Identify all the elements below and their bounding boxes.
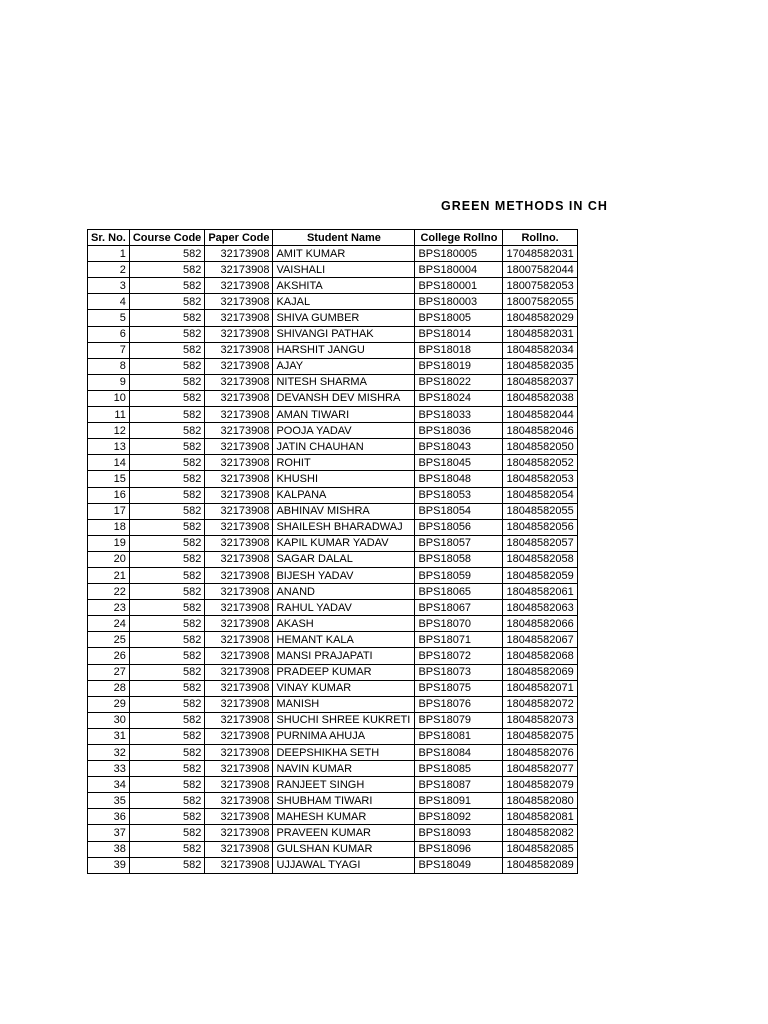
paper-code-cell: 32173908 [205,294,273,310]
sr-no-cell: 24 [88,616,130,632]
rollno-cell: 18048582063 [503,600,577,616]
sr-no-cell: 3 [88,278,130,294]
paper-code-cell: 32173908 [205,841,273,857]
college-rollno-cell: BPS180001 [415,278,503,294]
table-row [88,423,578,439]
college-rollno-cell: BPS180004 [415,262,503,278]
paper-code-cell: 32173908 [205,326,273,342]
student-name-cell: PRAVEEN KUMAR [273,825,415,841]
column-header-paper-code: Paper Code [205,230,273,246]
table-row [88,680,578,696]
sr-no-cell: 10 [88,390,130,406]
student-name-cell: DEEPSHIKHA SETH [273,745,415,761]
college-rollno-cell: BPS18075 [415,680,503,696]
paper-code-cell: 32173908 [205,310,273,326]
rollno-cell: 18048582067 [503,632,577,648]
paper-code-cell: 32173908 [205,616,273,632]
rollno-cell: 18048582034 [503,342,577,358]
document-title: GREEN METHODS IN CH [441,199,608,213]
sr-no-cell: 31 [88,728,130,744]
course-code-cell: 582 [129,358,204,374]
student-name-cell: KAPIL KUMAR YADAV [273,535,415,551]
paper-code-cell: 32173908 [205,728,273,744]
table-row [88,616,578,632]
paper-code-cell: 32173908 [205,696,273,712]
paper-code-cell: 32173908 [205,761,273,777]
sr-no-cell: 5 [88,310,130,326]
course-code-cell: 582 [129,712,204,728]
course-code-cell: 582 [129,793,204,809]
paper-code-cell: 32173908 [205,519,273,535]
student-name-cell: AKSHITA [273,278,415,294]
student-name-cell: MAHESH KUMAR [273,809,415,825]
course-code-cell: 582 [129,841,204,857]
student-name-cell: RAHUL YADAV [273,600,415,616]
rollno-cell: 18048582077 [503,761,577,777]
sr-no-cell: 1 [88,246,130,262]
table-row [88,262,578,278]
paper-code-cell: 32173908 [205,535,273,551]
rollno-cell: 18048582037 [503,374,577,390]
table-row [88,777,578,793]
rollno-cell: 18048582069 [503,664,577,680]
student-name-cell: UJJAWAL TYAGI [273,857,415,873]
sr-no-cell: 30 [88,712,130,728]
student-name-cell: ANAND [273,584,415,600]
paper-code-cell: 32173908 [205,487,273,503]
paper-code-cell: 32173908 [205,551,273,567]
college-rollno-cell: BPS18072 [415,648,503,664]
sr-no-cell: 16 [88,487,130,503]
course-code-cell: 582 [129,745,204,761]
table-row [88,857,578,873]
course-code-cell: 582 [129,761,204,777]
rollno-cell: 18048582029 [503,310,577,326]
column-header-sr-no: Sr. No. [88,230,130,246]
paper-code-cell: 32173908 [205,825,273,841]
college-rollno-cell: BPS18053 [415,487,503,503]
course-code-cell: 582 [129,407,204,423]
rollno-cell: 18048582056 [503,519,577,535]
course-code-cell: 582 [129,471,204,487]
table-row [88,761,578,777]
college-rollno-cell: BPS18065 [415,584,503,600]
college-rollno-cell: BPS18073 [415,664,503,680]
course-code-cell: 582 [129,535,204,551]
rollno-cell: 18048582073 [503,712,577,728]
course-code-cell: 582 [129,648,204,664]
rollno-cell: 18048582079 [503,777,577,793]
college-rollno-cell: BPS180005 [415,246,503,262]
course-code-cell: 582 [129,567,204,583]
student-name-cell: ABHINAV MISHRA [273,503,415,519]
college-rollno-cell: BPS18049 [415,857,503,873]
college-rollno-cell: BPS18092 [415,809,503,825]
student-name-cell: AJAY [273,358,415,374]
paper-code-cell: 32173908 [205,567,273,583]
college-rollno-cell: BPS180003 [415,294,503,310]
course-code-cell: 582 [129,616,204,632]
sr-no-cell: 25 [88,632,130,648]
paper-code-cell: 32173908 [205,407,273,423]
table-body [88,246,578,874]
course-code-cell: 582 [129,632,204,648]
student-name-cell: SHIVA GUMBER [273,310,415,326]
student-name-cell: DEVANSH DEV MISHRA [273,390,415,406]
column-header-course-code: Course Code [129,230,204,246]
sr-no-cell: 11 [88,407,130,423]
sr-no-cell: 14 [88,455,130,471]
paper-code-cell: 32173908 [205,374,273,390]
table-row [88,455,578,471]
sr-no-cell: 8 [88,358,130,374]
paper-code-cell: 32173908 [205,584,273,600]
sr-no-cell: 39 [88,857,130,873]
table-row [88,551,578,567]
college-rollno-cell: BPS18059 [415,567,503,583]
sr-no-cell: 26 [88,648,130,664]
course-code-cell: 582 [129,809,204,825]
student-name-cell: SHIVANGI PATHAK [273,326,415,342]
student-name-cell: SHUBHAM TIWARI [273,793,415,809]
student-name-cell: POOJA YADAV [273,423,415,439]
course-code-cell: 582 [129,342,204,358]
college-rollno-cell: BPS18084 [415,745,503,761]
college-rollno-cell: BPS18057 [415,535,503,551]
student-name-cell: RANJEET SINGH [273,777,415,793]
student-name-cell: VINAY KUMAR [273,680,415,696]
sr-no-cell: 38 [88,841,130,857]
paper-code-cell: 32173908 [205,471,273,487]
table-row [88,793,578,809]
college-rollno-cell: BPS18067 [415,600,503,616]
rollno-cell: 18007582055 [503,294,577,310]
rollno-cell: 18048582071 [503,680,577,696]
rollno-cell: 18048582052 [503,455,577,471]
student-name-cell: NAVIN KUMAR [273,761,415,777]
rollno-cell: 18048582038 [503,390,577,406]
rollno-cell: 18048582080 [503,793,577,809]
rollno-cell: 18048582082 [503,825,577,841]
college-rollno-cell: BPS18079 [415,712,503,728]
paper-code-cell: 32173908 [205,455,273,471]
college-rollno-cell: BPS18033 [415,407,503,423]
college-rollno-cell: BPS18014 [415,326,503,342]
sr-no-cell: 28 [88,680,130,696]
sr-no-cell: 37 [88,825,130,841]
rollno-cell: 18048582061 [503,584,577,600]
table-row [88,407,578,423]
course-code-cell: 582 [129,600,204,616]
course-code-cell: 582 [129,262,204,278]
course-code-cell: 582 [129,728,204,744]
table-row [88,535,578,551]
sr-no-cell: 6 [88,326,130,342]
student-name-cell: NITESH SHARMA [273,374,415,390]
student-name-cell: AMAN TIWARI [273,407,415,423]
course-code-cell: 582 [129,374,204,390]
course-code-cell: 582 [129,423,204,439]
sr-no-cell: 13 [88,439,130,455]
table-row [88,487,578,503]
table-row [88,584,578,600]
sr-no-cell: 17 [88,503,130,519]
course-code-cell: 582 [129,777,204,793]
paper-code-cell: 32173908 [205,600,273,616]
sr-no-cell: 27 [88,664,130,680]
student-name-cell: HARSHIT JANGU [273,342,415,358]
table-row [88,632,578,648]
student-name-cell: MANSI PRAJAPATI [273,648,415,664]
rollno-cell: 18048582050 [503,439,577,455]
sr-no-cell: 29 [88,696,130,712]
rollno-cell: 18048582058 [503,551,577,567]
course-code-cell: 582 [129,246,204,262]
college-rollno-cell: BPS18022 [415,374,503,390]
college-rollno-cell: BPS18096 [415,841,503,857]
sr-no-cell: 32 [88,745,130,761]
student-name-cell: PURNIMA AHUJA [273,728,415,744]
college-rollno-cell: BPS18036 [415,423,503,439]
table-row [88,246,578,262]
rollno-cell: 18048582035 [503,358,577,374]
college-rollno-cell: BPS18024 [415,390,503,406]
college-rollno-cell: BPS18018 [415,342,503,358]
table-row [88,390,578,406]
paper-code-cell: 32173908 [205,358,273,374]
table-row [88,471,578,487]
rollno-cell: 18048582076 [503,745,577,761]
sr-no-cell: 20 [88,551,130,567]
table-row [88,326,578,342]
table-row [88,696,578,712]
course-code-cell: 582 [129,825,204,841]
rollno-cell: 18048582066 [503,616,577,632]
college-rollno-cell: BPS18071 [415,632,503,648]
table-row [88,310,578,326]
rollno-cell: 18048582085 [503,841,577,857]
paper-code-cell: 32173908 [205,712,273,728]
course-code-cell: 582 [129,857,204,873]
student-name-cell: AMIT KUMAR [273,246,415,262]
rollno-cell: 18048582068 [503,648,577,664]
college-rollno-cell: BPS18048 [415,471,503,487]
table-row [88,278,578,294]
course-code-cell: 582 [129,503,204,519]
table-row [88,439,578,455]
course-code-cell: 582 [129,294,204,310]
college-rollno-cell: BPS18045 [415,455,503,471]
table-header-row [88,230,578,246]
sr-no-cell: 12 [88,423,130,439]
table-row [88,841,578,857]
student-name-cell: VAISHALI [273,262,415,278]
college-rollno-cell: BPS18087 [415,777,503,793]
rollno-cell: 18048582053 [503,471,577,487]
college-rollno-cell: BPS18056 [415,519,503,535]
table-row [88,294,578,310]
sr-no-cell: 9 [88,374,130,390]
paper-code-cell: 32173908 [205,246,273,262]
college-rollno-cell: BPS18019 [415,358,503,374]
course-code-cell: 582 [129,390,204,406]
column-header-student-name: Student Name [273,230,415,246]
rollno-cell: 18048582059 [503,567,577,583]
table-row [88,664,578,680]
paper-code-cell: 32173908 [205,680,273,696]
student-name-cell: JATIN CHAUHAN [273,439,415,455]
table-row [88,358,578,374]
rollno-cell: 18048582044 [503,407,577,423]
table-row [88,519,578,535]
paper-code-cell: 32173908 [205,745,273,761]
course-code-cell: 582 [129,519,204,535]
student-name-cell: MANISH [273,696,415,712]
student-name-cell: GULSHAN KUMAR [273,841,415,857]
rollno-cell: 18007582053 [503,278,577,294]
course-code-cell: 582 [129,584,204,600]
course-code-cell: 582 [129,551,204,567]
rollno-cell: 18048582046 [503,423,577,439]
table-row [88,342,578,358]
rollno-cell: 18048582089 [503,857,577,873]
rollno-cell: 18048582072 [503,696,577,712]
student-name-cell: SAGAR DALAL [273,551,415,567]
paper-code-cell: 32173908 [205,503,273,519]
college-rollno-cell: BPS18005 [415,310,503,326]
student-name-cell: ROHIT [273,455,415,471]
paper-code-cell: 32173908 [205,632,273,648]
table-row [88,648,578,664]
student-name-cell: BIJESH YADAV [273,567,415,583]
rollno-cell: 18048582057 [503,535,577,551]
rollno-cell: 18048582054 [503,487,577,503]
college-rollno-cell: BPS18093 [415,825,503,841]
sr-no-cell: 4 [88,294,130,310]
paper-code-cell: 32173908 [205,777,273,793]
college-rollno-cell: BPS18076 [415,696,503,712]
college-rollno-cell: BPS18043 [415,439,503,455]
course-code-cell: 582 [129,439,204,455]
paper-code-cell: 32173908 [205,423,273,439]
table-row [88,600,578,616]
paper-code-cell: 32173908 [205,664,273,680]
sr-no-cell: 35 [88,793,130,809]
table-row [88,567,578,583]
course-code-cell: 582 [129,278,204,294]
sr-no-cell: 33 [88,761,130,777]
paper-code-cell: 32173908 [205,278,273,294]
paper-code-cell: 32173908 [205,793,273,809]
sr-no-cell: 15 [88,471,130,487]
sr-no-cell: 23 [88,600,130,616]
sr-no-cell: 19 [88,535,130,551]
sr-no-cell: 21 [88,567,130,583]
column-header-college-rollno: College Rollno [415,230,503,246]
paper-code-cell: 32173908 [205,390,273,406]
course-code-cell: 582 [129,487,204,503]
paper-code-cell: 32173908 [205,439,273,455]
college-rollno-cell: BPS18085 [415,761,503,777]
table-row [88,503,578,519]
paper-code-cell: 32173908 [205,857,273,873]
course-code-cell: 582 [129,455,204,471]
student-name-cell: KALPANA [273,487,415,503]
table-row [88,825,578,841]
college-rollno-cell: BPS18054 [415,503,503,519]
table-row [88,712,578,728]
rollno-cell: 17048582031 [503,246,577,262]
student-name-cell: SHUCHI SHREE KUKRETI [273,712,415,728]
sr-no-cell: 36 [88,809,130,825]
student-roll-table [87,229,578,874]
rollno-cell: 18048582075 [503,728,577,744]
sr-no-cell: 2 [88,262,130,278]
student-name-cell: SHAILESH BHARADWAJ [273,519,415,535]
rollno-cell: 18007582044 [503,262,577,278]
paper-code-cell: 32173908 [205,809,273,825]
paper-code-cell: 32173908 [205,342,273,358]
sr-no-cell: 18 [88,519,130,535]
rollno-cell: 18048582055 [503,503,577,519]
paper-code-cell: 32173908 [205,648,273,664]
sr-no-cell: 34 [88,777,130,793]
table-row [88,728,578,744]
college-rollno-cell: BPS18091 [415,793,503,809]
student-name-cell: KAJAL [273,294,415,310]
table-row [88,374,578,390]
student-name-cell: HEMANT KALA [273,632,415,648]
student-name-cell: AKASH [273,616,415,632]
table-row [88,809,578,825]
paper-code-cell: 32173908 [205,262,273,278]
column-header-rollno: Rollno. [503,230,577,246]
sr-no-cell: 7 [88,342,130,358]
course-code-cell: 582 [129,680,204,696]
rollno-cell: 18048582081 [503,809,577,825]
student-name-cell: KHUSHI [273,471,415,487]
course-code-cell: 582 [129,664,204,680]
course-code-cell: 582 [129,326,204,342]
course-code-cell: 582 [129,696,204,712]
student-name-cell: PRADEEP KUMAR [273,664,415,680]
sr-no-cell: 22 [88,584,130,600]
college-rollno-cell: BPS18081 [415,728,503,744]
college-rollno-cell: BPS18070 [415,616,503,632]
rollno-cell: 18048582031 [503,326,577,342]
college-rollno-cell: BPS18058 [415,551,503,567]
table-row [88,745,578,761]
course-code-cell: 582 [129,310,204,326]
